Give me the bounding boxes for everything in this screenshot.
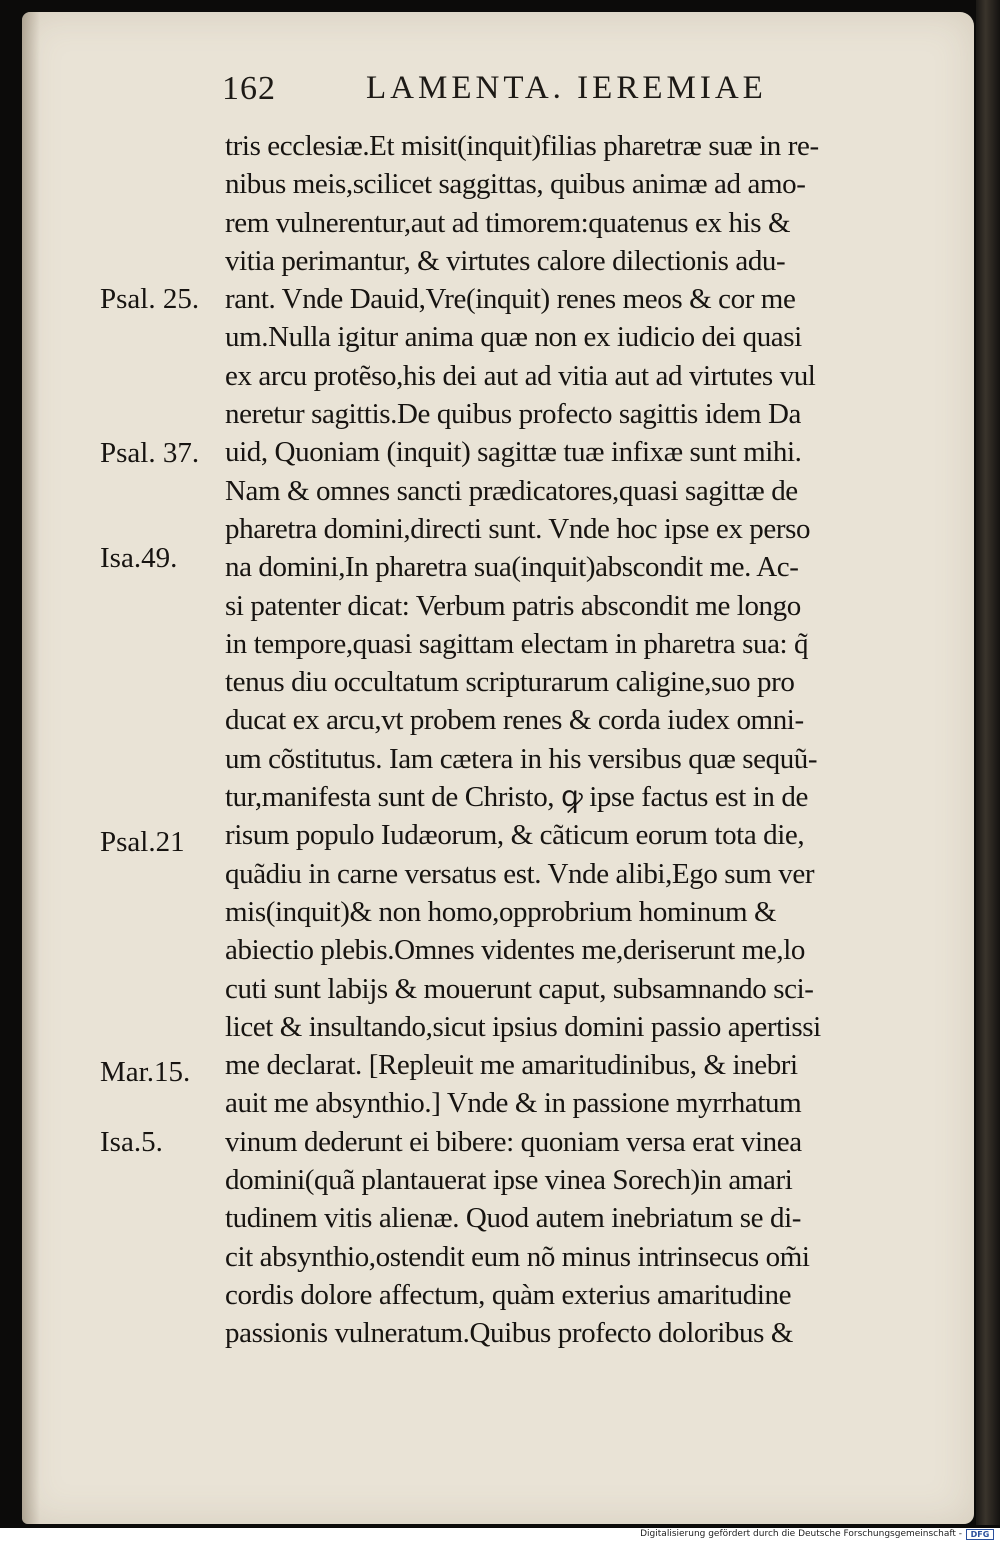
text-line: um.Nulla igitur anima quæ non ex iudicio dei quasi bbox=[225, 321, 802, 354]
margin-note-psal-37: Psal. 37. bbox=[100, 437, 200, 469]
text-line: um cõstitutus. Iam cætera in his versibus quæ sequũ- bbox=[225, 742, 818, 775]
dfg-logo: DFG bbox=[966, 1529, 994, 1540]
text-line: cuti sunt labijs & mouerunt caput, subsamnando sci- bbox=[225, 972, 814, 1005]
text-line: ex arcu protẽso,his dei aut ad vitia aut ad virtutes vul bbox=[225, 359, 816, 392]
text-line: me declarat. [Repleuit me amaritudinibus, & inebri bbox=[225, 1049, 798, 1082]
text-line: tudinem vitis alienæ. Quod autem inebriatum se di- bbox=[225, 1202, 802, 1235]
text-line: ducat ex arcu,vt probem renes & corda iudex omni- bbox=[225, 704, 804, 737]
text-line: licet & insultando,sicut ipsius domini passio apertissi bbox=[225, 1010, 821, 1043]
text-line: vitia perimantur, & virtutes calore dilectionis adu- bbox=[225, 244, 786, 277]
text-line: pharetra domini,directi sunt. Vnde hoc ipse ex perso bbox=[225, 512, 811, 545]
text-line: risum populo Iudæorum, & cãticum eorum tota die, bbox=[225, 819, 805, 852]
text-line: neretur sagittis.De quibus profecto sagittis idem Da bbox=[225, 398, 801, 431]
digitization-credit-text: Digitalisierung gefördert durch die Deutsche Forschungsgemeinschaft - bbox=[640, 1529, 962, 1539]
text-line: abiectio plebis.Omnes videntes me,deriserunt me,lo bbox=[225, 934, 805, 967]
text-line: vinum dederunt ei bibere: quoniam versa erat vinea bbox=[225, 1125, 802, 1158]
text-line: quãdiu in carne versatus est. Vnde alibi,Ego sum ver bbox=[225, 857, 815, 890]
text-line: rant. Vnde Dauid,Vre(inquit) renes meos & cor me bbox=[225, 283, 796, 316]
page-number: 162 bbox=[222, 70, 276, 107]
margin-note-psal-25: Psal. 25. bbox=[100, 283, 200, 315]
text-line: tenus diu occultatum scripturarum caligine,suo pro bbox=[225, 666, 795, 699]
text-line: nibus meis,scilicet saggittas, quibus animæ ad amo- bbox=[225, 168, 806, 201]
text-line: in tempore,quasi sagittam electam in pharetra sua: q̃ bbox=[225, 627, 809, 660]
text-line: na domini,In pharetra sua(inquit)abscondit me. Ac- bbox=[225, 551, 799, 584]
text-line: si patenter dicat: Verbum patris abscondit me longo bbox=[225, 589, 801, 622]
margin-note-psal-21: Psal.21 bbox=[100, 826, 185, 858]
text-line: domini(quã plantauerat ipse vinea Sorech)in amari bbox=[225, 1164, 793, 1197]
text-line: rem vulnerentur,aut ad timorem:quatenus ex his & bbox=[225, 206, 791, 239]
running-head bbox=[0, 70, 1000, 118]
margin-note-isa-49: Isa.49. bbox=[100, 542, 178, 574]
book-spine-edge bbox=[976, 0, 1000, 1525]
text-line: auit me absynthio.] Vnde & in passione myrrhatum bbox=[225, 1087, 802, 1120]
text-line: tur,manifesta sunt de Christo, ꝙ ipse factus est in de bbox=[225, 781, 808, 814]
text-line: tris ecclesiæ.Et misit(inquit)filias pharetræ suæ in re- bbox=[225, 130, 819, 162]
digitization-credit-bar bbox=[0, 1528, 1000, 1541]
text-line: mis(inquit)& non homo,opprobrium hominum & bbox=[225, 895, 777, 928]
body-text bbox=[225, 127, 950, 1353]
margin-note-mar-15: Mar.15. bbox=[100, 1056, 191, 1088]
text-line: cit absynthio,ostendit eum nõ minus intrinsecus om̃i bbox=[225, 1240, 810, 1273]
text-line: uid, Quoniam (inquit) sagittæ tuæ infixæ sunt mihi. bbox=[225, 436, 802, 469]
text-line: Nam & omnes sancti prædicatores,quasi sagittæ de bbox=[225, 474, 798, 507]
text-line: passionis vulneratum.Quibus profecto doloribus & bbox=[225, 1317, 793, 1350]
text-line: cordis dolore affectum, quàm exterius amaritudine bbox=[225, 1278, 792, 1311]
margin-note-isa-5: Isa.5. bbox=[100, 1126, 163, 1158]
running-title: LAMENTA. IEREMIAE bbox=[366, 70, 767, 106]
